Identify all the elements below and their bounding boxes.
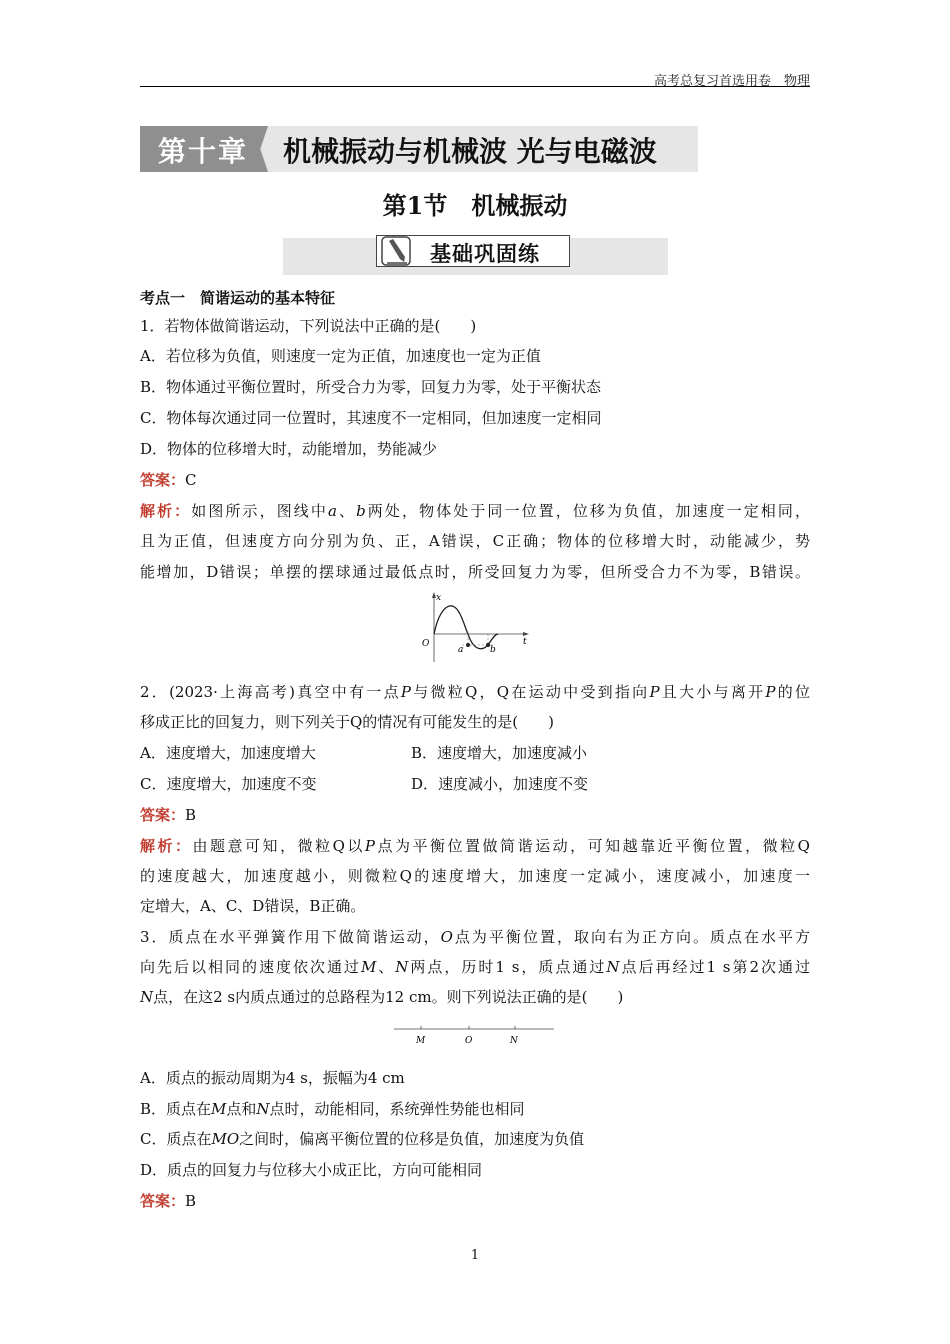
q3-answer: 答案：B	[140, 1192, 197, 1210]
axis-label-t: t	[523, 637, 527, 647]
q2-option-b: B．速度增大，加速度减小	[411, 744, 588, 762]
topic-heading: 考点一 简谐运动的基本特征	[140, 289, 336, 307]
q3-option-c: C．质点在MO之间时，偏离平衡位置的位移是负值，加速度为负值	[140, 1130, 585, 1148]
chapter-number: 第十章	[158, 135, 249, 168]
label-o: O	[465, 1036, 473, 1046]
q2-answer: 答案：B	[140, 806, 197, 824]
section-title: 第1节 机械振动	[382, 191, 568, 220]
position-line-figure	[390, 1022, 558, 1048]
point-b-label: b	[490, 645, 496, 655]
q2-option-a: A．速度增大，加速度增大	[140, 744, 316, 762]
answer-value: C	[185, 471, 197, 489]
explanation-label: 解析：	[140, 502, 192, 520]
answer-label: 答案：	[140, 471, 186, 489]
chapter-title: 机械振动与机械波 光与电磁波	[283, 135, 657, 168]
drill-label: 基础巩固练	[430, 242, 540, 266]
q2-option-c: C．速度增大，加速度不变	[140, 775, 317, 793]
axis-label-x: x	[436, 593, 442, 603]
q1-option-c: C．物体每次通过同一位置时，其速度不一定相同，但加速度一定相同	[140, 409, 602, 427]
q1-stem: 1．若物体做简谐运动，下列说法中正确的是( )	[140, 317, 477, 335]
pencil-icon	[380, 234, 414, 268]
header-book-title: 高考总复习首选用卷 物理	[653, 74, 810, 89]
q1-option-b: B．物体通过平衡位置时，所受合力为零，回复力为零，处于平衡状态	[140, 378, 602, 396]
origin-label: O	[422, 639, 430, 649]
q2-stem-line2: 移成正比的回复力，则下列关于Q的情况有可能发生的是( )	[140, 713, 555, 731]
q3-stem-line2: 向先后以相同的速度依次通过M、N两点，历时1 s，质点通过N点后再经过1 s第2次通过	[140, 958, 810, 976]
q1-option-a: A．若位移为负值，则速度一定为正值，加速度也一定为正值	[140, 347, 541, 365]
q2-option-d: D．速度减小，加速度不变	[411, 775, 589, 793]
q2-stem-line1: 2．(2023·上海高考)真空中有一点P与微粒Q，Q在运动中受到指向P且大小与离开P的位	[140, 683, 810, 701]
page-number: 1	[470, 1248, 480, 1263]
sine-graph-figure	[418, 590, 538, 666]
label-n: N	[510, 1036, 518, 1046]
q3-stem-line1: 3．质点在水平弹簧作用下做简谐运动，O点为平衡位置，取向右为正方向。质点在水平方	[140, 928, 810, 946]
label-m: M	[416, 1036, 426, 1046]
point-a-label: a	[458, 645, 464, 655]
q3-option-b: B．质点在M点和N点时，动能相同，系统弹性势能也相同	[140, 1100, 525, 1118]
q2-explanation-line1: 解析：由题意可知，微粒Q以P点为平衡位置做简谐运动，可知越靠近平衡位置，微粒Q	[140, 837, 810, 855]
q1-explanation-line2: 且为正值，但速度方向分别为负、正，A错误，C正确；物体的位移增大时，动能减少，势	[140, 532, 810, 550]
q1-explanation-line1: 解析：如图所示，图线中a、b两处，物体处于同一位置，位移为负值，加速度一定相同，	[140, 502, 810, 520]
q2-explanation-line2: 的速度越大，加速度越小，则微粒Q的速度增大，加速度一定减小，速度减小，加速度一	[140, 867, 810, 885]
q1-option-d: D．物体的位移增大时，动能增加，势能减少	[140, 440, 438, 458]
q3-option-a: A．质点的振动周期为4 s，振幅为4 cm	[140, 1069, 405, 1087]
q3-stem-line3: N点，在这2 s内质点通过的总路程为12 cm。则下列说法正确的是( )	[140, 988, 624, 1006]
q2-explanation-line3: 定增大，A、C、D错误，B正确。	[140, 897, 366, 915]
header-divider	[140, 86, 810, 87]
q1-explanation-line3: 能增加，D错误；单摆的摆球通过最低点时，所受回复力为零，但所受合力不为零，B错误。	[140, 563, 810, 581]
q3-option-d: D．质点的回复力与位移大小成正比，方向可能相同	[140, 1161, 483, 1179]
q1-answer	[140, 470, 197, 490]
